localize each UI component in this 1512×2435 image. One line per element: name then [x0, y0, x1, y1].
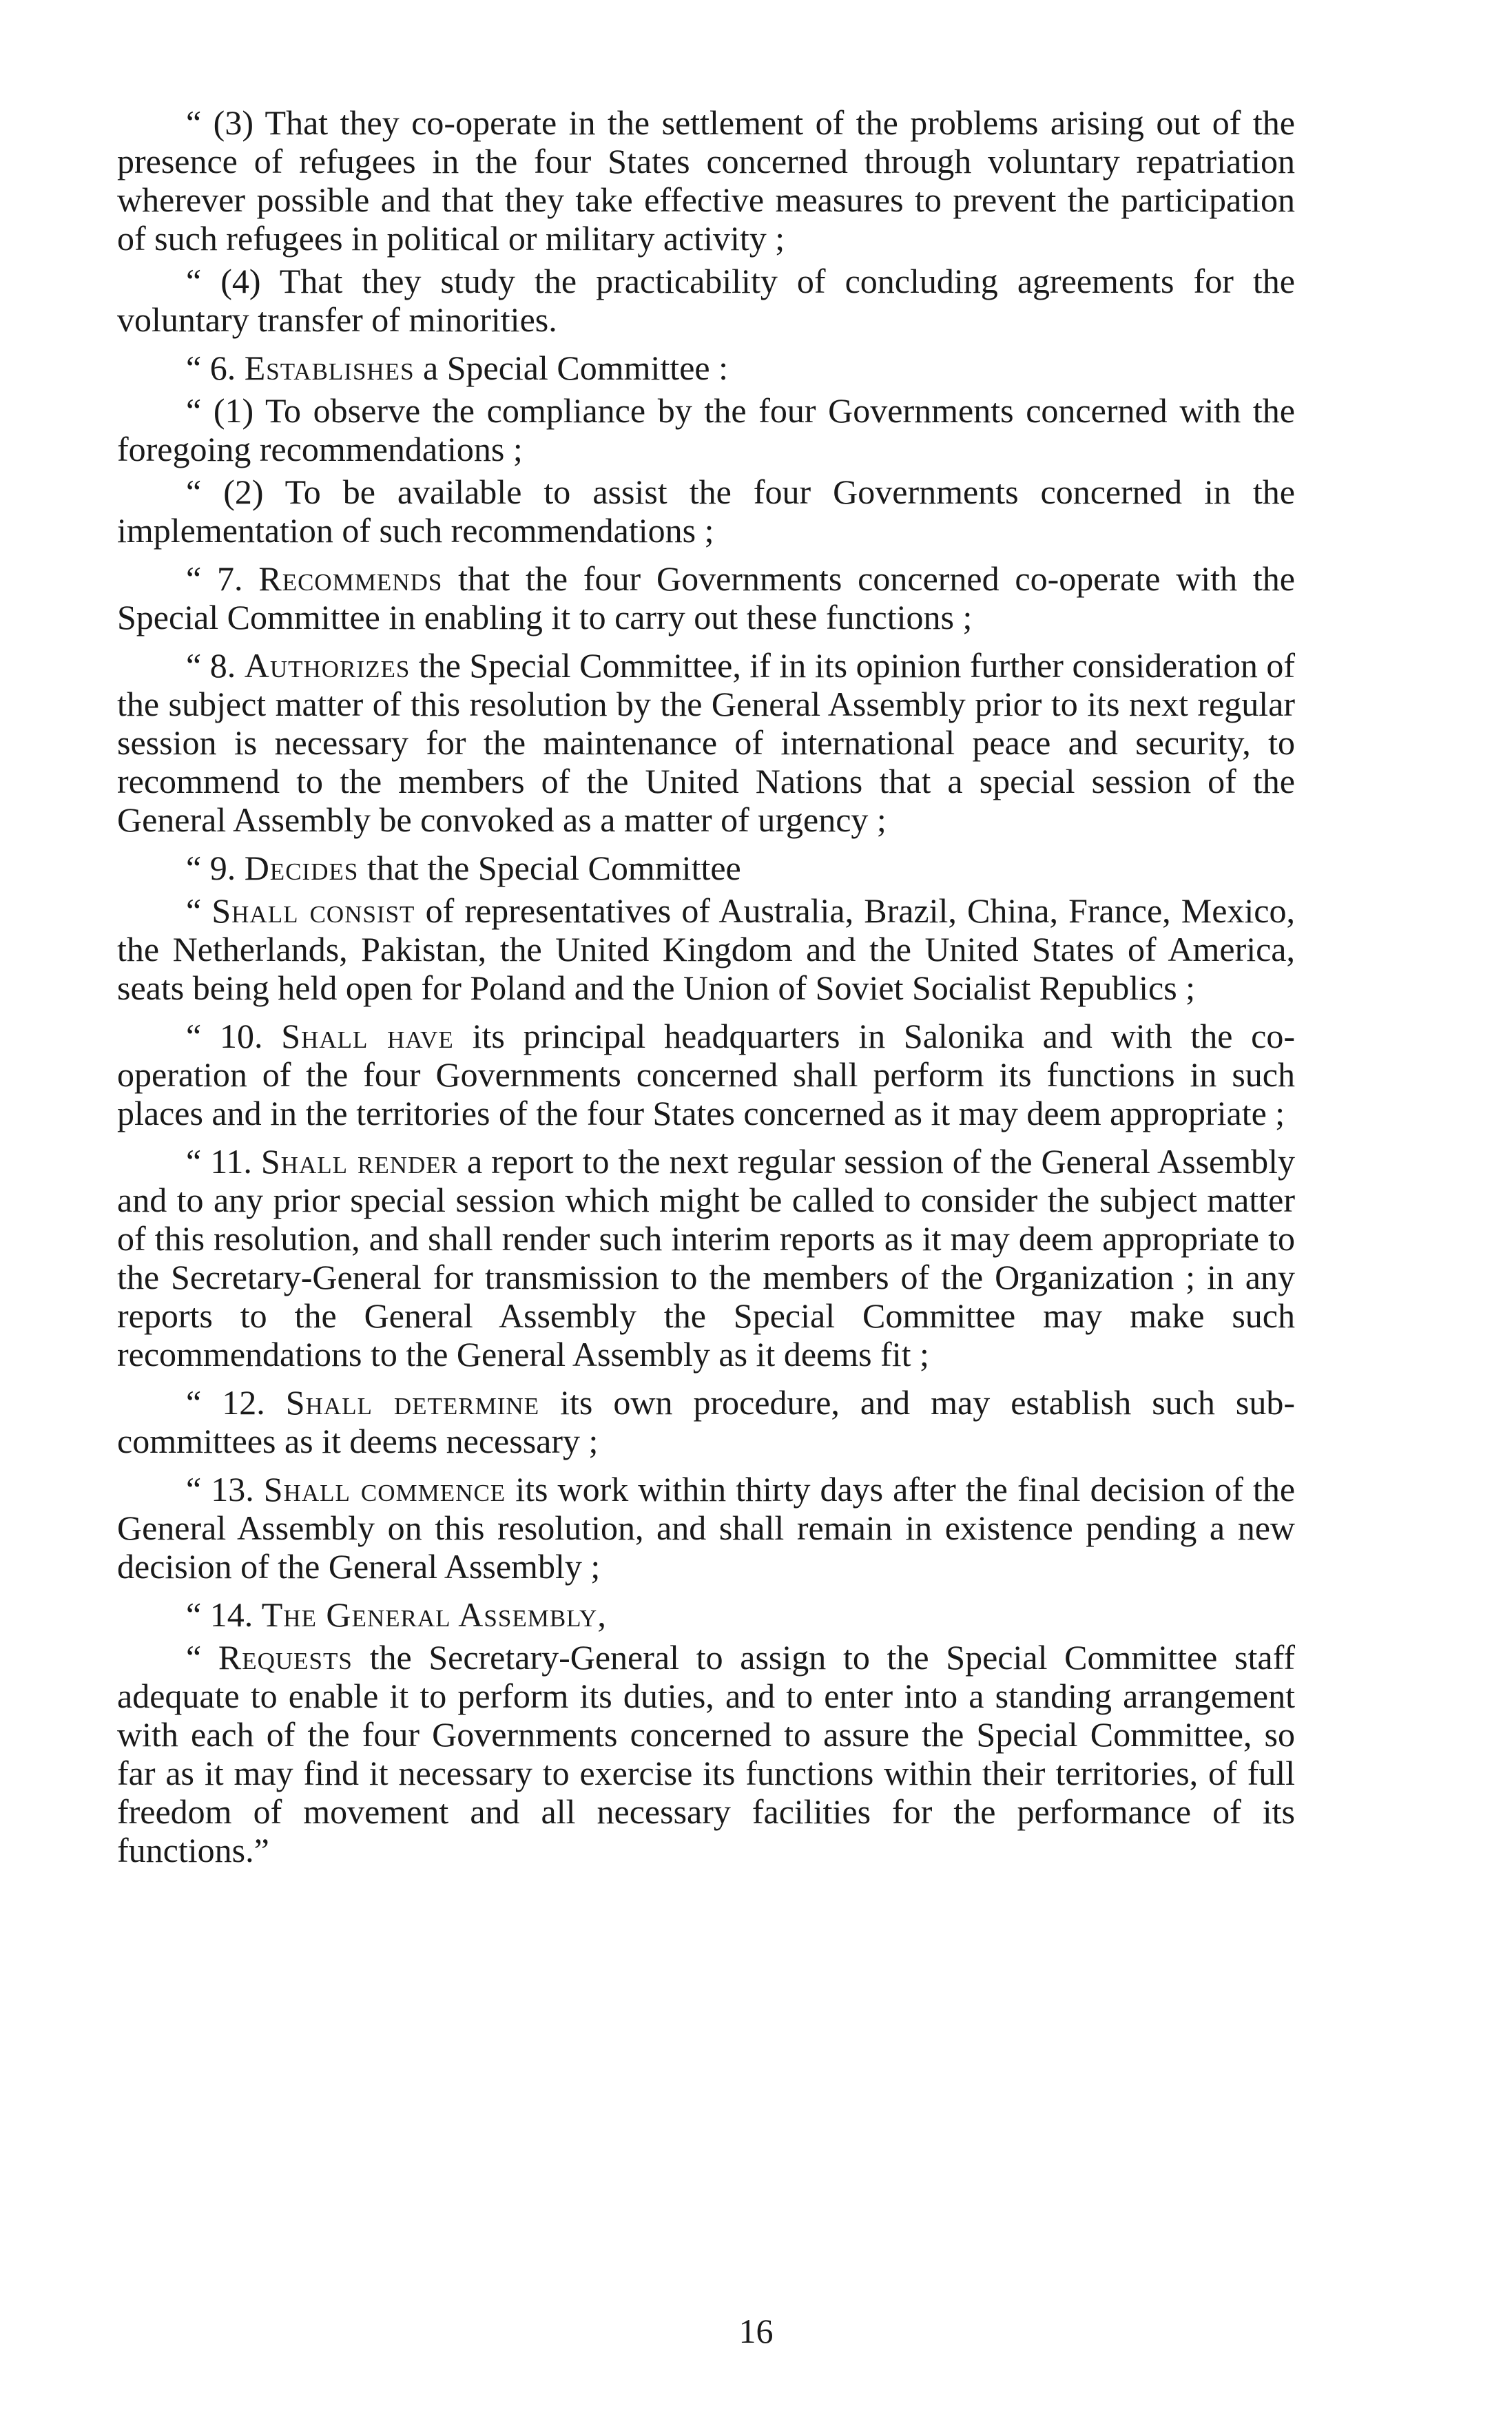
paragraph-6-1: [117, 391, 1295, 468]
paragraph-14: [117, 1595, 1295, 1634]
paragraph-9-consist: [117, 891, 1295, 1007]
paragraph-6-2: [117, 473, 1295, 550]
paragraph-9: [117, 849, 1295, 887]
paragraph-keyword: Requests: [218, 1638, 353, 1677]
paragraph-4: [117, 262, 1295, 339]
paragraph-8: [117, 646, 1295, 839]
paragraph-keyword: Shall determine: [285, 1383, 540, 1422]
paragraph-text: “ (2) To be available to assist the four Governments concerned in the implementation of such recommendations ;: [117, 473, 1295, 550]
paragraph-lead: “ 7.: [186, 559, 259, 598]
paragraph-lead: “ 10.: [186, 1017, 282, 1055]
paragraph-text: its own procedure, and may establish such sub-committees as it deems necessary ;: [117, 1383, 1296, 1460]
paragraph-lead: “: [186, 891, 212, 930]
paragraph-text: its principal headquarters in Salonika and with the co-operation of the four Governments concerned shall perform its functions in such places and in the territories of the four States concerned as it may deem appropriate ;: [117, 1017, 1295, 1132]
paragraph-3: [117, 103, 1295, 258]
paragraph-text: a report to the next regular session of the General Assembly and to any prior special session which might be called to consider the subject matter of this resolution, and shall render such interim reports as it may deem appropriate to the Secretary-General for transmission to the members of the Organization ; in any reports to the General Assembly the Special Committee may make such recommendations to the General Assembly as it deems fit ;: [117, 1142, 1295, 1374]
paragraph-lead: “ 14.: [186, 1595, 262, 1634]
paragraph-text: of representatives of Australia, Brazil, China, France, Mexico, the Netherlands, Pakistan, the United Kingdom and the United States of America, seats being held open for Poland and the Union of Soviet Socialist Republics ;: [117, 891, 1295, 1007]
paragraph-12: [117, 1383, 1295, 1460]
paragraph-lead: “ 13.: [186, 1470, 264, 1509]
paragraph-text: a Special Committee :: [414, 349, 728, 387]
paragraph-10: [117, 1017, 1295, 1132]
paragraph-text: “ (1) To observe the compliance by the four Governments concerned with the foregoing recommendations ;: [117, 391, 1295, 468]
paragraph-13: [117, 1470, 1295, 1586]
page-number: 16: [738, 2312, 774, 2350]
paragraph-11: [117, 1142, 1295, 1374]
paragraph-keyword: Establishes: [244, 349, 415, 387]
paragraph-lead: “ 12.: [186, 1383, 286, 1422]
paragraph-text: “ (3) That they co-operate in the settlement of the problems arising out of the presence of refugees in the four States concerned through voluntary repatriation wherever possible and that they take effective measures to prevent the participation of such refugees in political or military activity ;: [117, 103, 1295, 258]
paragraph-lead: “ 8.: [186, 646, 245, 685]
paragraph-lead: “ 6.: [186, 349, 245, 387]
document-body: [117, 103, 1295, 1869]
paragraph-keyword: The General Assembly,: [261, 1595, 607, 1634]
paragraph-text: “ (4) That they study the practicability of concluding agreements for the voluntary transfer of minorities.: [117, 262, 1295, 339]
paragraph-text: the Secretary-General to assign to the Special Committee staff adequate to enable it to perform its duties, and to enter into a standing arrangement with each of the four Governments concerned to assure the Special Committee, so far as it may find it necessary to exercise its functions within their territories, of full freedom of movement and all necessary facilities for the performance of its functions.”: [117, 1638, 1295, 1869]
paragraph-7: [117, 559, 1295, 636]
paragraph-lead: “ 11.: [186, 1142, 261, 1181]
paragraph-keyword: Authorizes: [244, 646, 411, 685]
paragraph-text: that the Special Committee: [358, 849, 741, 887]
paragraph-text: that the four Governments concerned co-operate with the Special Committee in enabling it to carry out these functions ;: [117, 559, 1295, 636]
paragraph-text: its work within thirty days after the final decision of the General Assembly on this resolution, and shall remain in existence pending a new decision of the General Assembly ;: [117, 1470, 1296, 1586]
paragraph-keyword: Recommends: [258, 559, 443, 598]
paragraph-6: [117, 349, 1295, 387]
paragraph-text: the Special Committee, if in its opinion further consideration of the subject matter of this resolution by the General Assembly prior to its next regular session is necessary for the maintenance of international peace and security, to recommend to the members of the United Nations that a special session of the General Assembly be convoked as a matter of urgency ;: [117, 646, 1295, 839]
paragraph-keyword: Shall have: [281, 1017, 454, 1055]
paragraph-lead: “: [186, 1638, 218, 1677]
paragraph-14-requests: [117, 1638, 1295, 1869]
paragraph-keyword: Decides: [244, 849, 359, 887]
paragraph-keyword: Shall commence: [263, 1470, 506, 1509]
paragraph-lead: “ 9.: [186, 849, 245, 887]
paragraph-keyword: Shall consist: [211, 891, 415, 930]
paragraph-keyword: Shall render: [260, 1142, 458, 1181]
